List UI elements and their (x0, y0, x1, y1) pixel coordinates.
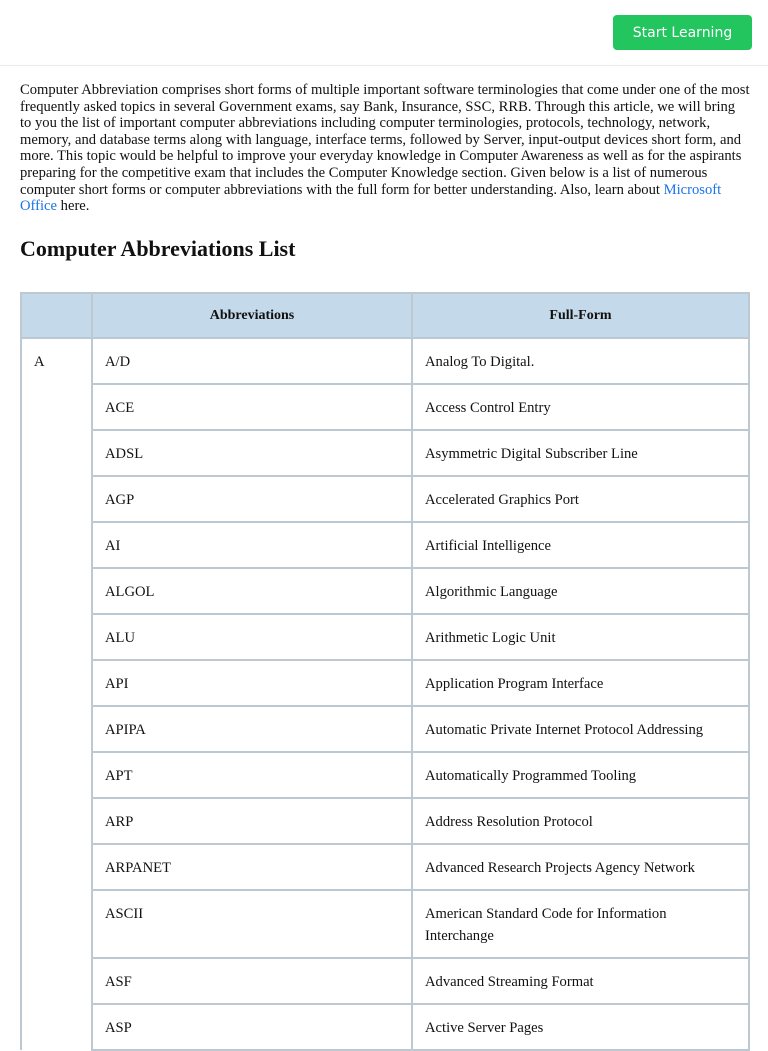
full-form-cell: Application Program Interface (412, 660, 749, 706)
microsoft-office-link[interactable]: Microsoft Office (20, 181, 722, 215)
table-row (21, 706, 749, 752)
table-row (21, 338, 749, 384)
full-form-cell: Automatically Programmed Tooling (412, 752, 749, 798)
full-form-cell: Artificial Intelligence (412, 522, 749, 568)
table-row (21, 1004, 749, 1050)
intro-tail: here. (57, 198, 90, 215)
table-row (21, 798, 749, 844)
abbreviation-cell: ASCII (92, 890, 412, 958)
table-row (21, 958, 749, 1004)
abbreviation-cell: API (92, 660, 412, 706)
start-learning-button[interactable]: Start Learning (613, 15, 752, 50)
abbreviation-cell: ALGOL (92, 568, 412, 614)
abbreviation-cell: A/D (92, 338, 412, 384)
abbreviation-cell: ASP (92, 1004, 412, 1050)
full-form-cell: Arithmetic Logic Unit (412, 614, 749, 660)
table-row (21, 614, 749, 660)
top-bar (0, 0, 768, 66)
full-form-cell: Address Resolution Protocol (412, 798, 749, 844)
page-title: Computer Abbreviations List (20, 236, 296, 261)
table-row (21, 660, 749, 706)
table-row (21, 384, 749, 430)
table-row (21, 568, 749, 614)
full-form-cell: Asymmetric Digital Subscriber Line (412, 430, 749, 476)
table-body (21, 338, 749, 1050)
table-row (21, 430, 749, 476)
abbreviations-table (20, 292, 750, 1051)
abbreviation-cell: ARP (92, 798, 412, 844)
abbreviation-cell: ALU (92, 614, 412, 660)
abbreviation-cell: ARPANET (92, 844, 412, 890)
table-row (21, 522, 749, 568)
full-form-cell: Algorithmic Language (412, 568, 749, 614)
abbreviation-cell: AI (92, 522, 412, 568)
abbreviation-cell: APT (92, 752, 412, 798)
full-form-cell: Access Control Entry (412, 384, 749, 430)
intro-paragraph (20, 82, 750, 215)
table-row (21, 844, 749, 890)
full-form-cell: Analog To Digital. (412, 338, 749, 384)
table-row (21, 890, 749, 958)
full-form-cell: Automatic Private Internet Protocol Addressing (412, 706, 749, 752)
header-group (21, 293, 92, 338)
abbreviation-cell: ACE (92, 384, 412, 430)
group-letter-cell: A (21, 338, 92, 1050)
full-form-cell: Advanced Research Projects Agency Network (412, 844, 749, 890)
abbreviation-cell: ASF (92, 958, 412, 1004)
table-row (21, 476, 749, 522)
header-abbreviations: Abbreviations (92, 293, 412, 338)
intro-text: Computer Abbreviation comprises short forms of multiple important software terminologies that come under one of the most frequently asked topics in several Government exams, say Bank, Insurance, SSC, RRB. Through this article, we will bring to you the list of important computer abbreviations including computer terminologies, protocols, technology, network, memory, and database terms along with language, interface terms, followed by Server, input-output devices short form, and more. This topic would be helpful to improve your everyday knowledge in Computer Awareness as well as for the aspirants preparing for the competitive exam that includes the Computer Knowledge section. Given below is a list of numerous computer short forms or computer abbreviations with the full form for better understanding. Also, learn about (20, 82, 750, 198)
table-header-row (21, 293, 749, 338)
abbreviation-cell: ADSL (92, 430, 412, 476)
table-row (21, 752, 749, 798)
abbreviation-cell: APIPA (92, 706, 412, 752)
full-form-cell: Accelerated Graphics Port (412, 476, 749, 522)
full-form-cell: Active Server Pages (412, 1004, 749, 1050)
full-form-cell: American Standard Code for Information Interchange (412, 890, 749, 958)
abbreviation-cell: AGP (92, 476, 412, 522)
header-full-form: Full-Form (412, 293, 749, 338)
full-form-cell: Advanced Streaming Format (412, 958, 749, 1004)
